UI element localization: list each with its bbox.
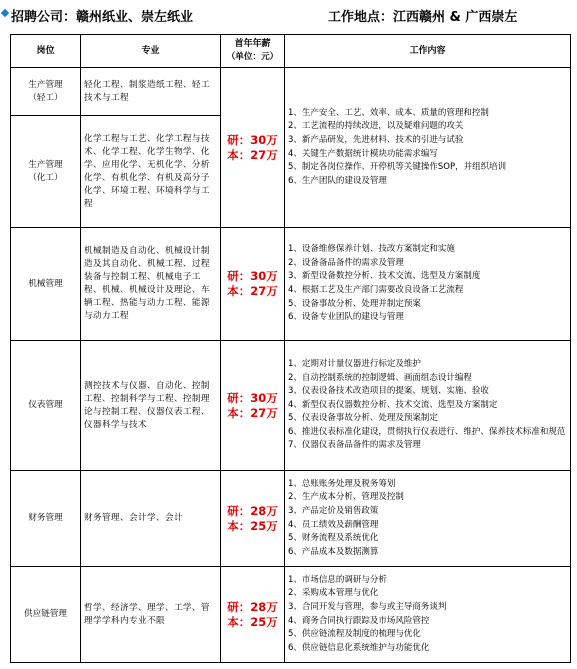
recruitment-table — [10, 34, 571, 663]
table-header-row — [11, 35, 571, 68]
position-cell: 财务管理 — [11, 471, 81, 567]
position-cell — [11, 68, 81, 116]
salary-grad: 研：30万 — [227, 390, 278, 405]
salary-cell — [221, 68, 285, 228]
salary-bach: 本：25万 — [227, 518, 278, 533]
duty-item: 5、制定各岗位操作、开停机等关键操作SOP，并组织培训 — [288, 162, 507, 173]
salary-cell — [221, 341, 285, 471]
major-cell: 财务管理、会计学、会计 — [81, 471, 221, 567]
duty-item: 5、设备事故分析、处理并制定预案 — [288, 298, 421, 309]
duties-cell — [285, 567, 571, 663]
duty-item: 3、新型设备数控分析、技术交流、选型及方案制度 — [288, 271, 481, 282]
duty-item: 6、推进仪表标准化建设，贯彻执行仪表进行、维护、保养技术标准和规范 — [288, 426, 566, 437]
salary-bach: 本：27万 — [227, 284, 278, 298]
major-cell: 测控技术与仪器、自动化、控制工程、控制科学与工程、控制理论与控制工程、仪器仪表工程、仪器科学与技术 — [81, 341, 221, 471]
header-bar — [0, 0, 577, 30]
duty-item: 2、设备备品备件的需求及管理 — [288, 257, 404, 268]
position-cell — [11, 116, 81, 228]
table-row — [11, 68, 571, 116]
duty-item: 4、根据工艺及生产部门需要改良设备工艺流程 — [288, 285, 464, 295]
position-cell: 仪表管理 — [11, 341, 81, 471]
salary-bach: 本：27万 — [227, 405, 278, 420]
position-label: 生产管理 （轻工） — [28, 79, 63, 103]
duty-item: 1、市场信息的调研与分析 — [288, 574, 387, 585]
major-cell: 机械制造及自动化、机械设计制造及其自动化、机械工程、过程装备与控制工程、机械电子工程、机械、机械设计及理论、车辆工程、热能与动力工程、能源与动力工程 — [81, 228, 221, 341]
company-title: 招聘公司：赣州纸业、崇左纸业 — [11, 10, 194, 25]
salary-cell — [221, 567, 285, 663]
major-cell: 化学工程与工艺、化学工程与技术、化学工程、化学生物学、化学、应用化学、无机化学、分析化学、有机化学、有机及高分子化学、环境工程、环境科学与工程 — [81, 116, 221, 228]
header-major: 专业 — [81, 35, 221, 68]
position-cell: 供应链管理 — [11, 567, 81, 663]
major-cell: 轻化工程、制浆造纸工程、轻工技术与工程 — [81, 68, 221, 116]
header-salary — [221, 35, 285, 68]
position-cell: 机械管理 — [11, 228, 81, 341]
duties-cell — [285, 471, 571, 567]
duty-item: 1、生产安全、工艺、效率、成本、质量的管理和控制 — [288, 107, 489, 118]
duty-item: 2、生产成本分析、管理及控制 — [288, 492, 404, 503]
duty-item: 3、新产品研发，先进材料、技术的引进与试验 — [288, 134, 464, 145]
duty-item: 2、自动控制系统的控制逻辑、画面组态设计编程 — [288, 372, 472, 383]
duty-item: 5、财务流程及系统优化 — [288, 533, 379, 544]
header-position: 岗位 — [11, 35, 81, 68]
duty-item: 4、员工绩效及薪酬管理 — [288, 519, 379, 530]
major-cell: 哲学、经济学、理学、工学、管理学学科内专业不限 — [81, 567, 221, 663]
duty-item: 1、定期对计量仪器进行标定及维护 — [288, 358, 421, 369]
duty-item: 1、设备维修保养计划、技改方案制定和实施 — [288, 244, 455, 255]
duty-item: 6、生产团队的建设及管理 — [288, 175, 387, 186]
salary-cell — [221, 228, 285, 341]
duty-item: 2、工艺流程的持续改进，以及疑难问题的攻关 — [288, 121, 464, 132]
duty-item: 5、供应链流程及制度的梳理与优化 — [288, 629, 421, 640]
duties-cell — [285, 228, 571, 341]
header-duties: 工作内容 — [285, 35, 571, 68]
salary-bach: 本：27万 — [227, 147, 278, 162]
salary-grad: 研：30万 — [227, 269, 278, 283]
header-salary-line1: 首年年薪 — [234, 39, 271, 49]
location-title: 工作地点：江西赣州 & 广西崇左 — [328, 10, 518, 25]
salary-bach: 本：25万 — [227, 614, 278, 629]
table-row — [11, 567, 571, 663]
duty-item: 6、供应链信息化系统维护与功能优化 — [288, 642, 430, 653]
salary-grad: 研：30万 — [227, 132, 278, 147]
duty-item: 6、设备专业团队的建设与管理 — [288, 312, 404, 323]
table-row — [11, 228, 571, 341]
header-salary-line2: （单位：元） — [226, 52, 279, 62]
position-label: 生产管理 （化工） — [28, 159, 63, 183]
duty-item: 3、合同开发与管理，参与或主导商务谈判 — [288, 601, 447, 612]
duty-item: 1、总账账务处理及税务筹划 — [288, 478, 396, 489]
table-row — [11, 341, 571, 471]
duty-item: 4、新型仪表仪器数控分析、技术交流、选型及方案制定 — [288, 399, 498, 410]
salary-cell — [221, 471, 285, 567]
salary-grad: 研：28万 — [227, 599, 278, 614]
duties-cell — [285, 68, 571, 228]
table-row — [11, 471, 571, 567]
duty-item: 3、产品定价及销售政策 — [288, 505, 379, 516]
bullet-icon — [1, 9, 9, 17]
duty-item: 3、仪表设备技术改造项目的提案、规划、实施、验收 — [288, 386, 489, 397]
duty-item: 5、仪表设备事故分析、处理及预案制定 — [288, 413, 438, 424]
duty-item: 6、产品成本及数据测算 — [288, 546, 379, 557]
duties-cell — [285, 341, 571, 471]
duty-item: 7、仪器仪表备品备件的需求及管理 — [288, 440, 421, 451]
salary-grad: 研：28万 — [227, 503, 278, 518]
duty-item: 4、商务合同执行跟踪及市场风险管控 — [288, 615, 430, 626]
duty-item: 4、关键生产数据统计模块功能需求编写 — [288, 148, 438, 159]
duty-item: 2、采购成本管理与优化 — [288, 588, 379, 599]
